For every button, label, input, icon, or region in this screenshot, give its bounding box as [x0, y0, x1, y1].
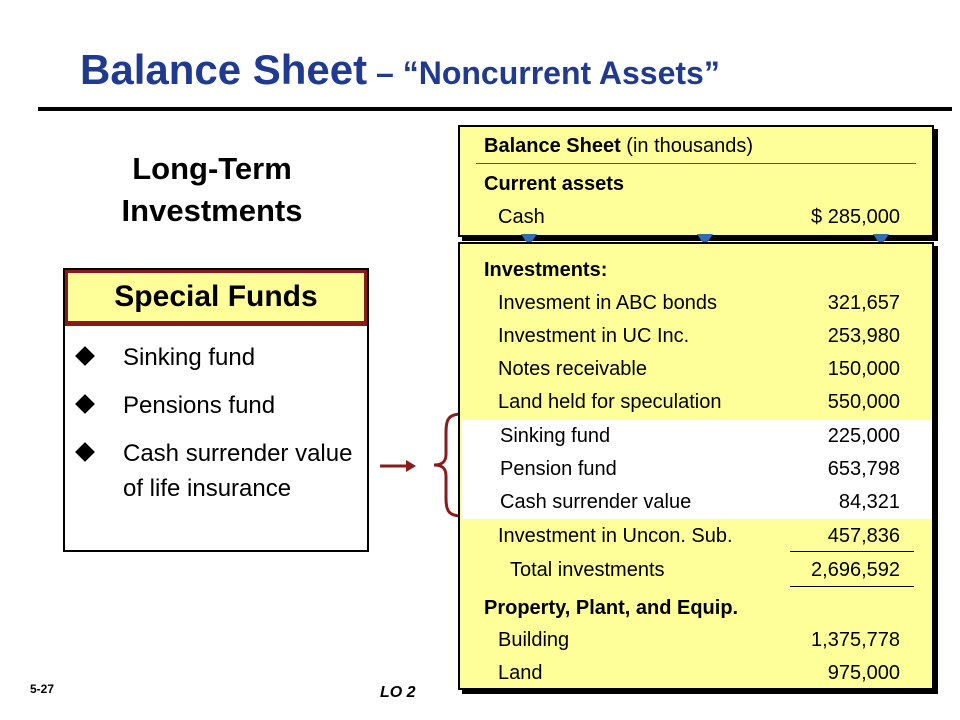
table-row — [460, 320, 932, 353]
cash-value: $ 285,000 — [811, 206, 900, 228]
balance-sheet-title-note: (in thousands) — [626, 135, 754, 157]
row-label: Investment in Uncon. Sub. — [498, 525, 733, 547]
list-item — [65, 436, 363, 506]
special-funds-box — [63, 268, 369, 552]
table-row — [460, 624, 932, 657]
total-investments-label: Total investments — [510, 559, 665, 581]
diamond-bullet-icon — [75, 442, 95, 462]
divider — [476, 163, 916, 164]
row-value: 253,980 — [827, 325, 900, 347]
title-divider — [38, 107, 952, 111]
table-row-highlight — [462, 486, 932, 519]
table-row — [460, 353, 932, 386]
long-term-investments-heading — [62, 148, 362, 232]
balance-sheet-header-panel — [458, 125, 934, 237]
special-funds-list — [65, 340, 363, 519]
cash-label: Cash — [498, 206, 545, 228]
cash-row — [460, 201, 932, 234]
row-label: Building — [498, 629, 570, 651]
table-row-highlight — [462, 420, 932, 453]
table-row — [460, 520, 932, 553]
learning-objective: LO 2 — [380, 684, 416, 701]
balance-sheet-detail-panel — [458, 242, 934, 690]
heading-line-1: Long-Term — [132, 151, 292, 186]
row-value: 225,000 — [827, 425, 900, 447]
row-value: 84,321 — [838, 491, 900, 513]
list-item-text: Pensions fund — [123, 392, 276, 419]
row-label: Invesment in ABC bonds — [498, 292, 718, 314]
row-value: 975,000 — [827, 662, 900, 684]
investments-heading-row — [460, 254, 932, 287]
row-label: Notes receivable — [498, 358, 647, 380]
total-investments-value: 2,696,592 — [811, 559, 900, 581]
ppe-heading-row — [460, 592, 932, 625]
row-label: Land held for speculation — [498, 391, 722, 413]
investments-label: Investments: — [484, 259, 608, 281]
diamond-bullet-icon — [75, 394, 95, 414]
row-label: Land — [498, 662, 543, 684]
slide-title-main: Balance Sheet — [80, 46, 368, 93]
row-value: 1,375,778 — [811, 629, 900, 651]
page-number: 5-27 — [30, 682, 55, 696]
row-value: 457,836 — [827, 525, 900, 547]
total-investments-row — [460, 554, 932, 587]
balance-sheet-title-text: Balance Sheet — [484, 135, 621, 157]
balance-sheet-title-row — [460, 130, 932, 163]
ppe-label: Property, Plant, and Equip. — [484, 597, 739, 619]
diamond-bullet-icon — [75, 346, 95, 366]
slide-title-sub: – “Noncurrent Assets” — [367, 55, 720, 91]
row-label: Pension fund — [500, 458, 617, 480]
special-funds-header: Special Funds — [65, 270, 367, 326]
row-value: 321,657 — [827, 292, 900, 314]
table-row-highlight — [462, 453, 932, 486]
table-row — [460, 287, 932, 320]
list-item-text: Cash surrender value of life insurance — [123, 440, 353, 502]
balance-sheet-title — [484, 130, 753, 163]
row-label: Cash surrender value — [500, 491, 692, 513]
list-item-text: Sinking fund — [123, 344, 256, 371]
slide-title — [80, 46, 720, 94]
list-item — [65, 388, 363, 423]
row-value: 653,798 — [827, 458, 900, 480]
row-label: Sinking fund — [500, 425, 611, 447]
table-row — [460, 657, 932, 690]
subtotal-underline — [790, 551, 914, 552]
heading-line-2: Investments — [121, 193, 303, 228]
row-value: 150,000 — [827, 358, 900, 380]
list-item — [65, 340, 363, 375]
current-assets-row — [460, 168, 932, 201]
total-underline — [790, 586, 914, 587]
current-assets-label: Current assets — [484, 173, 625, 195]
row-label: Investment in UC Inc. — [498, 325, 690, 347]
row-value: 550,000 — [827, 391, 900, 413]
table-row — [460, 386, 932, 419]
